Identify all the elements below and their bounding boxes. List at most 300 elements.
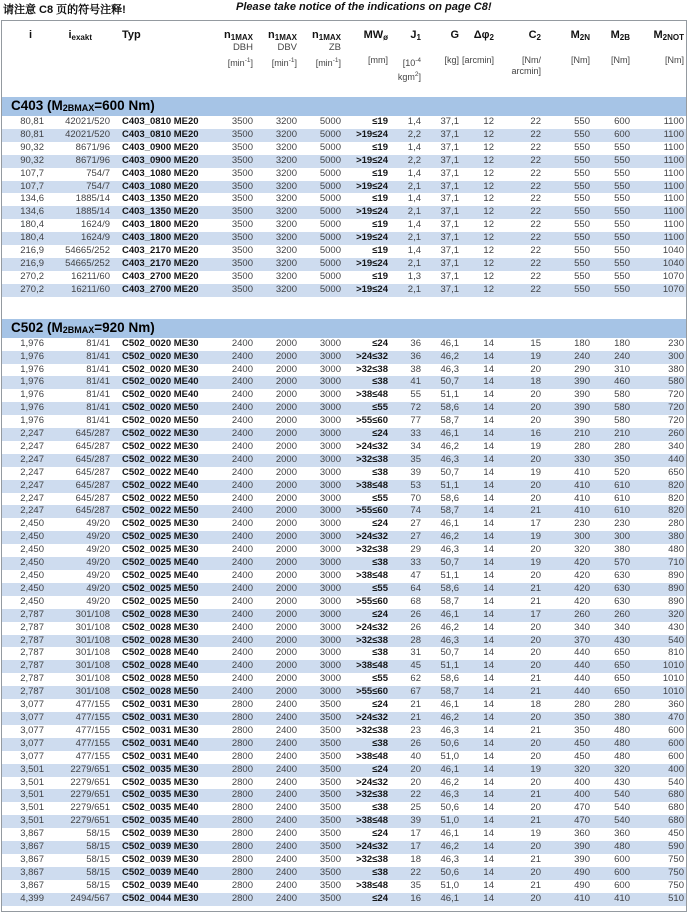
cell: 37,1 <box>423 155 461 168</box>
cell: 42021/520 <box>46 129 112 142</box>
cell: 3200 <box>275 270 297 282</box>
cell: C403_0810 ME20 <box>122 116 199 127</box>
cell: 2,450 <box>2 583 46 596</box>
cell: 3000 <box>319 440 341 452</box>
cell: >24≤32 <box>356 776 388 788</box>
cell: 2,787 <box>20 621 44 633</box>
cell: 2400 <box>275 828 297 840</box>
cell: 754/7 <box>86 167 110 179</box>
cell: 46,1 <box>423 893 461 906</box>
cell: 2800 <box>231 853 253 865</box>
table-row <box>2 116 686 129</box>
cell: 17 <box>496 609 543 622</box>
cell: 890 <box>668 570 684 581</box>
cell: 390 <box>574 853 590 865</box>
cell: ≤55 <box>372 492 388 504</box>
cell: C502_0039 ME30 <box>122 853 199 865</box>
col-header-n1max: n1MAX DBV $[\min^{-1}]$ <box>268 29 297 68</box>
cell: 477/155 <box>46 712 112 725</box>
cell: 600 <box>668 750 684 762</box>
cell: 39 <box>390 815 423 828</box>
cell: 22 <box>530 116 541 127</box>
cell: ≤38 <box>372 647 388 659</box>
cell: 2,247 <box>2 454 46 467</box>
cell: 18 <box>410 853 421 865</box>
cell: 3500 <box>231 219 253 231</box>
table-row <box>2 505 686 518</box>
table-row <box>2 854 686 867</box>
cell: 20 <box>530 570 541 581</box>
cell: 2400 <box>275 750 297 762</box>
cell: 350 <box>574 724 590 736</box>
cell: 1885/14 <box>75 193 110 205</box>
cell: 5000 <box>319 245 341 257</box>
cell: 2000 <box>255 351 299 364</box>
cell: 21 <box>496 815 543 828</box>
cell: 380 <box>632 531 686 544</box>
cell: 46,1 <box>440 699 459 711</box>
cell: 540 <box>614 802 630 814</box>
cell: 2000 <box>275 363 297 375</box>
cell: 2,450 <box>2 557 46 570</box>
cell: 490 <box>543 867 592 880</box>
cell: 36 <box>410 337 421 349</box>
cell: 46,3 <box>440 853 459 865</box>
cell: ≤19 <box>372 167 388 179</box>
cell: 46,2 <box>440 776 459 788</box>
cell: 540 <box>632 635 686 648</box>
cell: 3000 <box>319 621 341 633</box>
cell: 2800 <box>231 828 253 840</box>
col-header-j1: J1 [$10^{-4}$ kgm$^2$] <box>397 29 421 82</box>
cell: ≤19 <box>372 116 388 127</box>
cell: 720 <box>632 402 686 415</box>
cell: 14 <box>461 557 496 570</box>
cell: 14 <box>483 518 494 530</box>
cell: 2800 <box>231 724 253 736</box>
cell: 14 <box>461 583 496 596</box>
cell: 550 <box>614 141 630 153</box>
cell: 50,7 <box>423 557 461 570</box>
cell: 46,3 <box>423 789 461 802</box>
cell: 550 <box>574 245 590 257</box>
cell: 650 <box>614 647 630 659</box>
table-row <box>2 609 686 622</box>
spec-table <box>2 21 686 911</box>
cell: 2400 <box>210 609 255 622</box>
cell: C502_0020 ME50 <box>112 402 210 415</box>
cell: 2400 <box>275 879 297 891</box>
cell: 58,7 <box>423 505 461 518</box>
cell: 2400 <box>231 492 253 504</box>
cell: 58/15 <box>46 867 112 880</box>
cell: 3200 <box>275 219 297 231</box>
cell: 3,867 <box>2 867 46 880</box>
cell: 81/41 <box>86 415 110 427</box>
cell: 680 <box>632 789 686 802</box>
cell: 3200 <box>275 116 297 127</box>
cell: 58,6 <box>423 402 461 415</box>
cell: 2800 <box>231 699 253 711</box>
table-row <box>2 841 686 854</box>
cell: 58/15 <box>86 853 110 865</box>
cell: 16 <box>390 893 423 906</box>
cell: C403_2700 ME20 <box>112 284 210 297</box>
table-row <box>2 493 686 506</box>
cell: 21 <box>496 789 543 802</box>
cell: 3,867 <box>2 841 46 854</box>
cell: 550 <box>614 245 630 257</box>
cell: 22 <box>390 789 423 802</box>
cell: 410 <box>592 893 632 906</box>
cell: 460 <box>592 376 632 389</box>
table-row <box>2 518 686 531</box>
cell: 19 <box>496 351 543 364</box>
cell: 22 <box>496 284 543 297</box>
cell: 2800 <box>231 776 253 788</box>
col-header-n1max: n1MAX ZB $[\min^{-1}]$ <box>312 29 341 68</box>
col-header-iexakt: iexakt <box>68 29 92 42</box>
cell: 1,976 <box>2 351 46 364</box>
cell: 470 <box>632 712 686 725</box>
cell: 107,7 <box>20 167 44 179</box>
cell: 14 <box>461 867 496 880</box>
cell: 2,450 <box>20 595 44 607</box>
cell: 58,7 <box>440 595 459 607</box>
cell: 520 <box>614 466 630 478</box>
cell: 54665/252 <box>46 258 112 271</box>
cell: 2000 <box>255 583 299 596</box>
cell: 14 <box>483 595 494 607</box>
cell: 14 <box>461 789 496 802</box>
cell: 450 <box>574 750 590 762</box>
cell: 550 <box>574 116 590 127</box>
cell: 46,3 <box>440 724 459 736</box>
cell: 36 <box>390 351 423 364</box>
cell: 2000 <box>255 557 299 570</box>
cell: C502_0028 ME30 <box>122 621 199 633</box>
cell: 51,1 <box>440 570 459 581</box>
table-row <box>2 181 686 194</box>
cell: 3,501 <box>2 764 46 777</box>
cell: 645/287 <box>46 480 112 493</box>
cell: 72 <box>390 402 423 415</box>
cell: 58,7 <box>440 415 459 427</box>
cell: 3200 <box>275 141 297 153</box>
cell: 12 <box>461 284 496 297</box>
cell: C403_1800 ME20 <box>122 219 199 231</box>
cell: C502_0020 ME30 <box>112 351 210 364</box>
cell: 46,2 <box>440 440 459 452</box>
cell: 47 <box>410 570 421 581</box>
cell: 630 <box>592 583 632 596</box>
cell: 3,501 <box>2 789 46 802</box>
cell: 50,7 <box>440 466 459 478</box>
cell: 2400 <box>255 789 299 802</box>
cell: 477/155 <box>75 724 110 736</box>
cell: 29 <box>410 544 421 556</box>
table-row <box>2 480 686 493</box>
cell: >38≤48 <box>356 570 388 581</box>
cell: 280 <box>574 440 590 452</box>
cell: 3500 <box>210 181 255 194</box>
cell: 550 <box>543 181 592 194</box>
table-row <box>2 467 686 480</box>
cell: 2400 <box>231 595 253 607</box>
cell: 3,867 <box>20 879 44 891</box>
cell: 58/15 <box>86 828 110 840</box>
cell: 2000 <box>275 595 297 607</box>
cell: 37,1 <box>440 116 459 127</box>
cell: 74 <box>390 505 423 518</box>
cell: 2,247 <box>2 505 46 518</box>
cell: 2,2 <box>390 155 423 168</box>
cell: 2400 <box>231 518 253 530</box>
cell: 21 <box>530 879 541 891</box>
cell: 3000 <box>299 428 343 441</box>
cell: 2000 <box>255 635 299 648</box>
cell: 54665/252 <box>65 245 110 257</box>
cell: 5000 <box>299 206 343 219</box>
cell: 290 <box>574 363 590 375</box>
cell: 14 <box>483 492 494 504</box>
cell: 3200 <box>275 245 297 257</box>
cell: 20 <box>496 480 543 493</box>
cell: 420 <box>543 583 592 596</box>
cell: 2,787 <box>2 609 46 622</box>
cell: 600 <box>614 879 630 891</box>
cell: 22 <box>496 129 543 142</box>
cell: 301/108 <box>46 686 112 699</box>
cell: 280 <box>668 518 684 530</box>
cell: 1624/9 <box>80 219 110 231</box>
cell: 2400 <box>231 363 253 375</box>
cell: 37,1 <box>423 206 461 219</box>
cell: 46,2 <box>423 531 461 544</box>
cell: 710 <box>632 557 686 570</box>
cell: 550 <box>592 232 632 245</box>
cell: 390 <box>574 415 590 427</box>
cell: 20 <box>410 776 421 788</box>
cell: 39 <box>410 466 421 478</box>
cell: 410 <box>543 480 592 493</box>
cell: 2,450 <box>20 518 44 530</box>
cell: 1,976 <box>20 415 44 427</box>
cell: 550 <box>574 167 590 179</box>
cell: 20 <box>390 764 423 777</box>
cell: ≤24 <box>372 518 388 530</box>
cell: 12 <box>483 270 494 282</box>
cell: 81/41 <box>46 376 112 389</box>
cell: 650 <box>668 466 684 478</box>
cell: 3500 <box>210 284 255 297</box>
cell: 3500 <box>210 232 255 245</box>
cell: 3200 <box>255 284 299 297</box>
cell: 20 <box>530 492 541 504</box>
cell: 14 <box>461 531 496 544</box>
cell: C502_0028 ME50 <box>122 673 199 685</box>
cell: >24≤32 <box>343 351 390 364</box>
table-row <box>2 193 686 206</box>
cell: 320 <box>592 764 632 777</box>
cell: 20 <box>530 750 541 762</box>
cell: 270,2 <box>20 270 44 282</box>
cell: 2279/651 <box>46 815 112 828</box>
cell: 390 <box>543 841 592 854</box>
cell: C502_0025 ME40 <box>112 557 210 570</box>
cell: 2800 <box>231 802 253 814</box>
cell: 51,0 <box>440 879 459 891</box>
cell: 20 <box>496 893 543 906</box>
cell: 2000 <box>275 570 297 581</box>
cell: 260 <box>632 428 686 441</box>
cell: 2400 <box>210 531 255 544</box>
cell: C502_0020 ME40 <box>122 389 199 401</box>
cell: 14 <box>461 660 496 673</box>
cell: 300 <box>543 531 592 544</box>
cell: 410 <box>574 492 590 504</box>
cell: C502_0031 ME40 <box>112 738 210 751</box>
table-row <box>2 815 686 828</box>
cell: 49/20 <box>86 518 110 530</box>
cell: 550 <box>614 193 630 205</box>
cell: C502_0028 ME40 <box>112 660 210 673</box>
cell: 25 <box>410 802 421 814</box>
cell: 630 <box>614 570 630 581</box>
cell: 2400 <box>255 867 299 880</box>
cell: 540 <box>592 789 632 802</box>
cell: 3,077 <box>2 738 46 751</box>
cell: ≤55 <box>343 583 390 596</box>
table-row <box>2 155 686 168</box>
cell: 3500 <box>231 270 253 282</box>
cell: 2279/651 <box>70 776 110 788</box>
cell: 3000 <box>319 544 341 556</box>
cell: 2,787 <box>2 635 46 648</box>
cell: C502_0022 ME30 <box>112 428 210 441</box>
cell: 260 <box>592 609 632 622</box>
table-row <box>2 647 686 660</box>
cell: 2,247 <box>2 480 46 493</box>
cell: 320 <box>632 609 686 622</box>
table-row <box>2 142 686 155</box>
cell: 2400 <box>231 466 253 478</box>
cell: ≤38 <box>343 557 390 570</box>
cell: 630 <box>614 595 630 607</box>
cell: 420 <box>543 557 592 570</box>
cell: 1,4 <box>407 167 421 179</box>
cell: 21 <box>496 686 543 699</box>
cell: C403_0900 ME20 <box>112 155 210 168</box>
cell: 33 <box>390 557 423 570</box>
cell: C403_1350 ME20 <box>122 193 199 205</box>
cell: >19≤24 <box>343 232 390 245</box>
cell: 3000 <box>319 673 341 685</box>
cell: 134,6 <box>2 206 46 219</box>
cell: 380 <box>592 712 632 725</box>
cell: 22 <box>496 155 543 168</box>
cell: C403_2170 ME20 <box>112 258 210 271</box>
cell: 2400 <box>210 635 255 648</box>
cell: 14 <box>483 337 494 349</box>
cell: 2000 <box>275 518 297 530</box>
cell: 390 <box>543 402 592 415</box>
table-row <box>2 880 686 893</box>
cell: 3000 <box>319 363 341 375</box>
cell: 1100 <box>663 167 684 179</box>
cell: 14 <box>461 635 496 648</box>
cell: 3000 <box>319 415 341 427</box>
cell: C502_0020 ME30 <box>122 337 199 349</box>
cell: 645/287 <box>46 428 112 441</box>
cell: 37,1 <box>440 167 459 179</box>
cell: C502_0022 ME30 <box>112 454 210 467</box>
cell: 58/15 <box>46 841 112 854</box>
cell: 360 <box>668 699 684 711</box>
cell: 51,0 <box>440 750 459 762</box>
cell: 3500 <box>210 129 255 142</box>
cell: 21 <box>530 595 541 607</box>
cell: 216,9 <box>20 245 44 257</box>
cell: 3000 <box>299 505 343 518</box>
cell: 37,1 <box>440 141 459 153</box>
cell: 3000 <box>319 595 341 607</box>
cell: 90,32 <box>2 155 46 168</box>
cell: C502_0035 ME30 <box>112 764 210 777</box>
cell: 2800 <box>231 750 253 762</box>
cell: 20 <box>530 647 541 659</box>
cell: 230 <box>614 518 630 530</box>
cell: ≤24 <box>343 893 390 906</box>
cell: C502_0022 ME50 <box>122 492 199 504</box>
cell: >24≤32 <box>356 621 388 633</box>
cell: 46,1 <box>440 518 459 530</box>
cell: 820 <box>668 492 684 504</box>
cell: 3200 <box>255 232 299 245</box>
section-gap <box>2 297 686 319</box>
cell: 5000 <box>299 181 343 194</box>
cell: C502_0031 ME40 <box>122 750 199 762</box>
cell: >32≤38 <box>356 724 388 736</box>
cell: 3500 <box>299 815 343 828</box>
cell: 350 <box>543 712 592 725</box>
cell: 420 <box>574 570 590 581</box>
cell: 37,1 <box>440 245 459 257</box>
cell: 510 <box>632 893 686 906</box>
cell: 5000 <box>299 129 343 142</box>
cell: 3,501 <box>20 802 44 814</box>
cell: 17 <box>410 828 421 840</box>
cell: 20 <box>530 415 541 427</box>
cell: 2,247 <box>2 428 46 441</box>
table-row <box>2 376 686 389</box>
cell: 1,3 <box>407 270 421 282</box>
cell: 440 <box>543 660 592 673</box>
cell: 12 <box>461 258 496 271</box>
cell: ≤24 <box>343 609 390 622</box>
cell: 3500 <box>231 167 253 179</box>
cell: 2,787 <box>2 660 46 673</box>
cell: C502_0044 ME30 <box>112 893 210 906</box>
section-header <box>2 97 686 116</box>
cell: 12 <box>461 206 496 219</box>
cell: 2,1 <box>390 206 423 219</box>
cell: 14 <box>483 724 494 736</box>
cell: 34 <box>410 440 421 452</box>
table-row <box>2 428 686 441</box>
cell: 2000 <box>275 337 297 349</box>
cell: 46,3 <box>423 454 461 467</box>
